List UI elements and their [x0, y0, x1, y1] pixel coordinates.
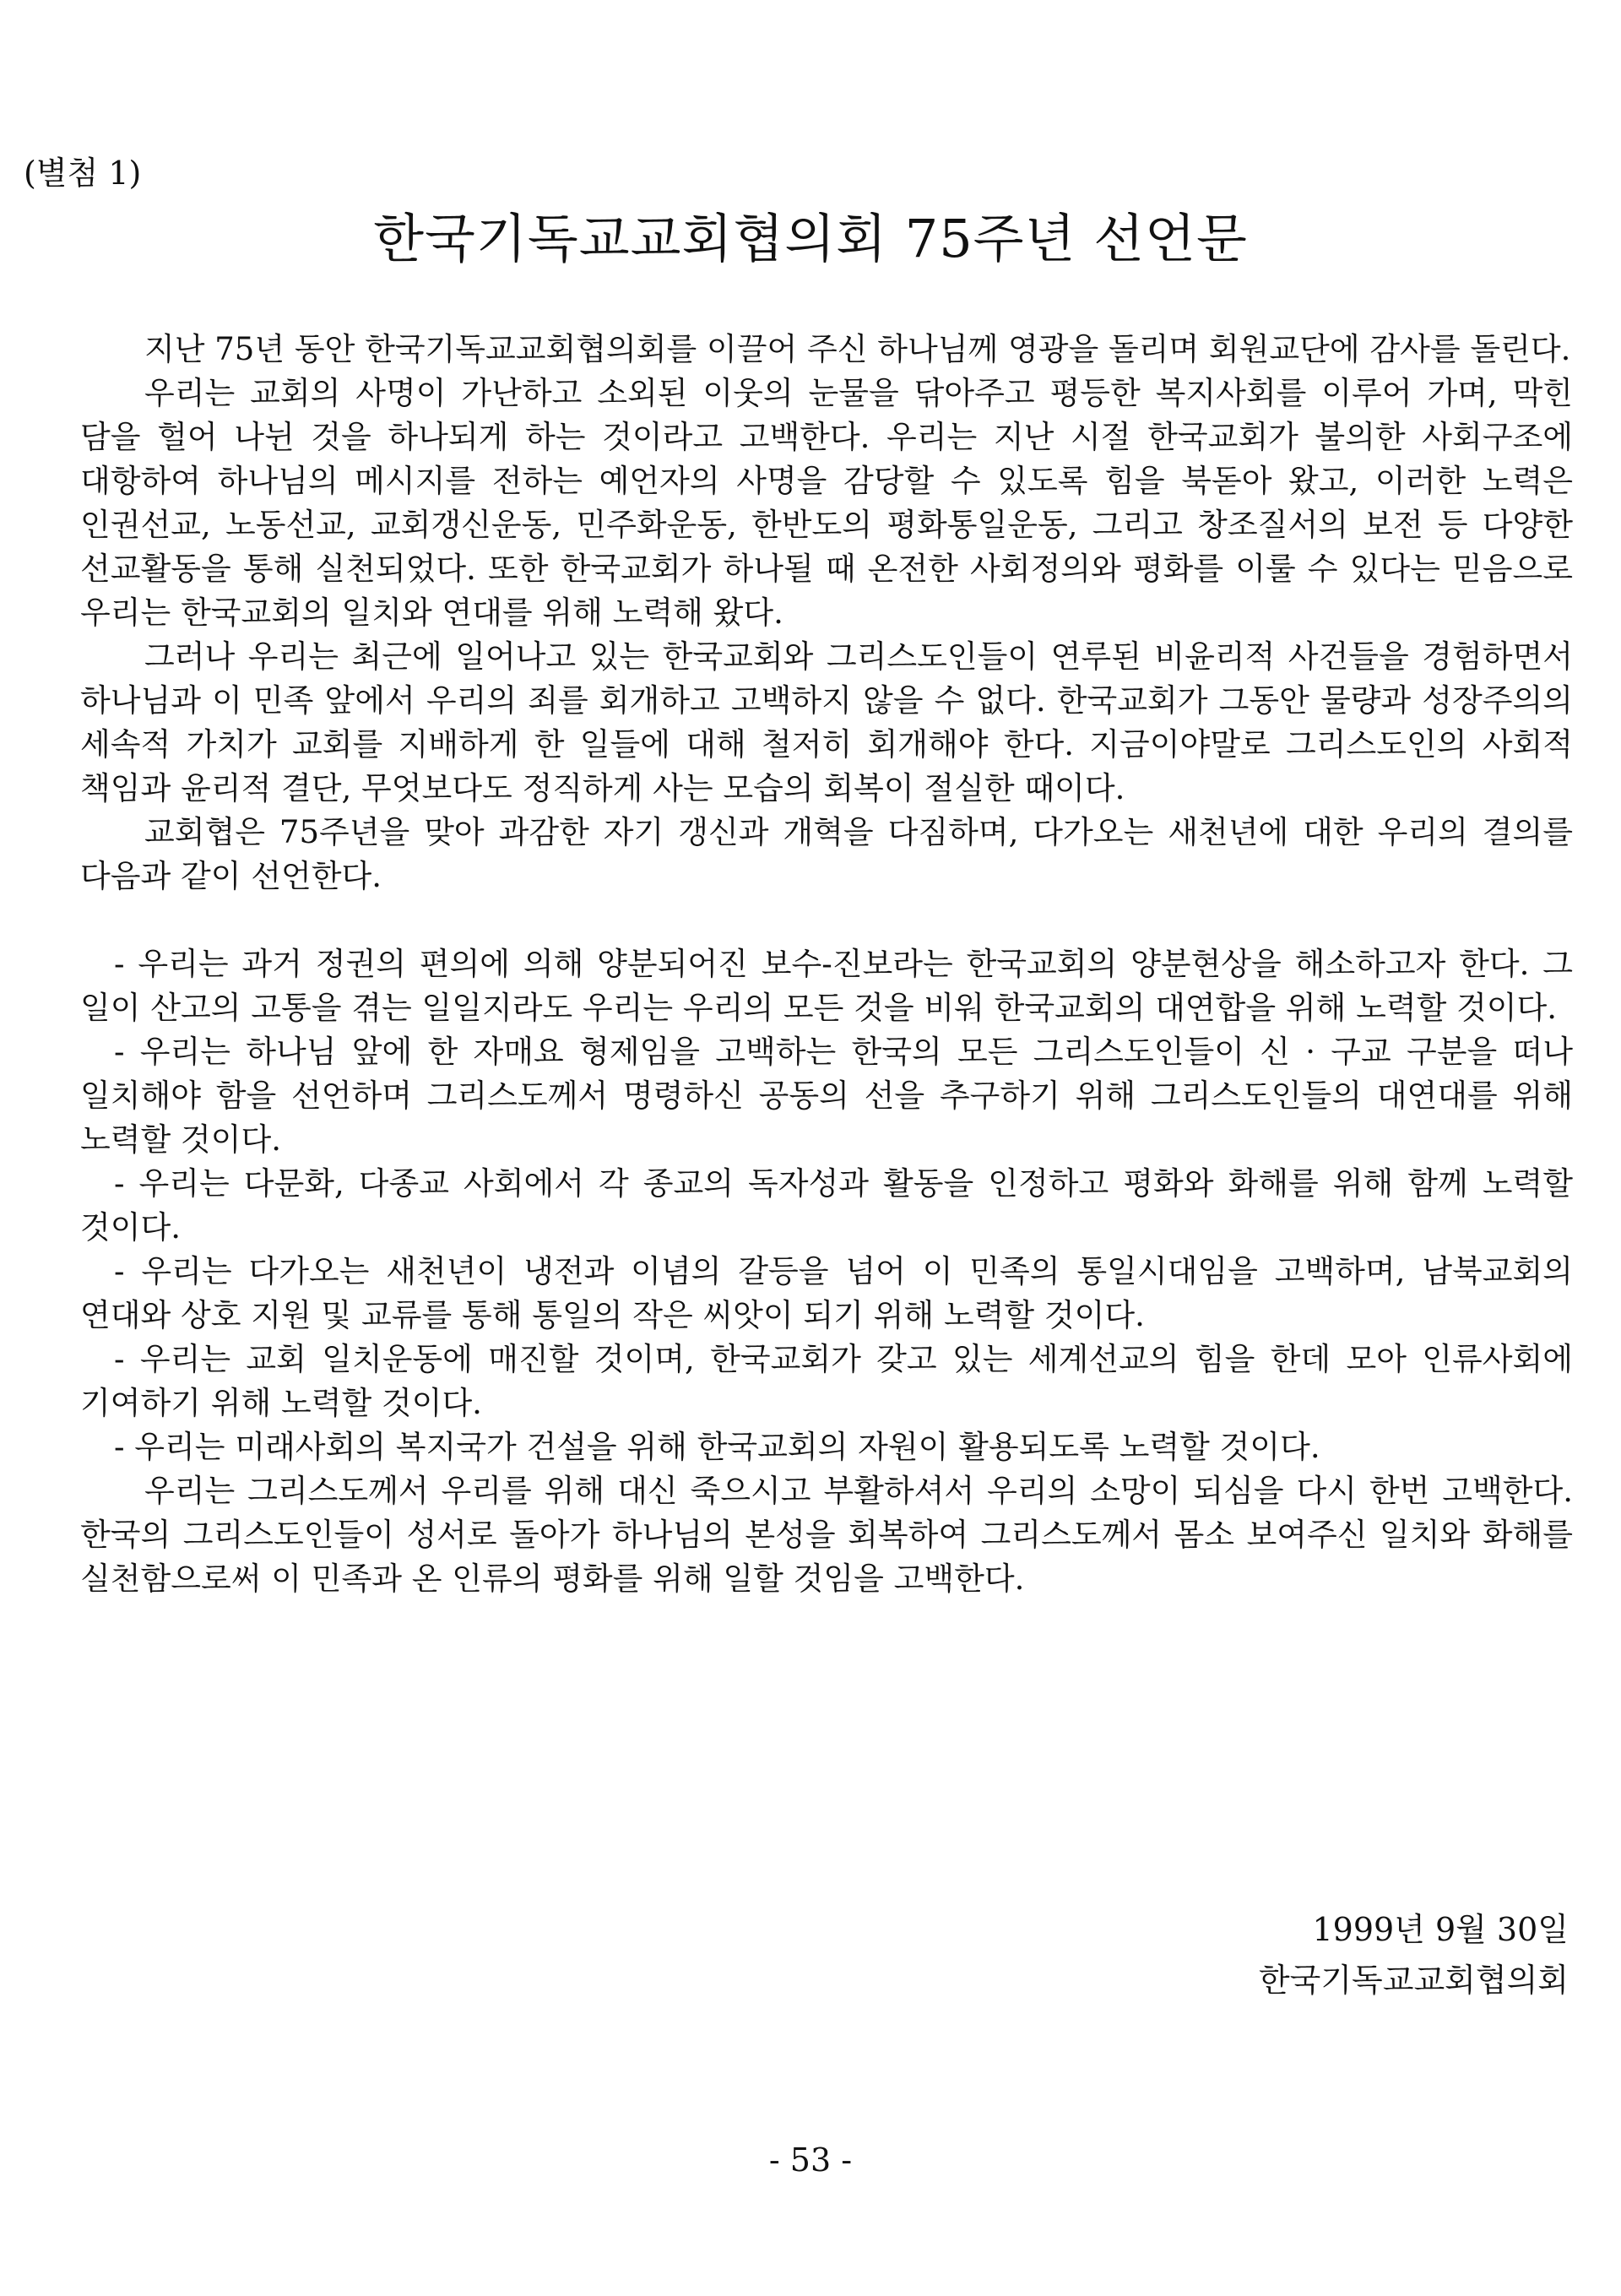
intro-paragraph: 지난 75년 동안 한국기독교교회협의회를 이끌어 주신 하나님께 영광을 돌리며 회원교단에 감사를 돌린다.: [144, 331, 1571, 367]
closing-paragraph: 우리는 그리스도께서 우리를 위해 대신 죽으시고 부활하셔서 우리의 소망이 되심을 다시 한번 고백한다. 한국의 그리스도인들이 성서로 돌아가 하나님의 본성을 회복하여 그리스도께서 몸소 보여주신 일치와 화해를 실천함으로써 이 민족과 온 인류의 평화를 위해 일할 것임을 고백한다.: [80, 1473, 1573, 1597]
page-number: - 53 -: [768, 2141, 853, 2179]
declaration-item-christian-solidarity: - 우리는 하나님 앞에 한 자매요 형제임을 고백하는 한국의 모든 그리스도인들이 신 · 구교 구분을 떠나 일치해야 함을 선언하며 그리스도께서 명령하신 공동의 선을 추구하기 위해 그리스도인들의 대연대를 위해 노력할 것이다.: [80, 1034, 1574, 1158]
signature-block: [1259, 1904, 1569, 2006]
declaration-item-reunification: - 우리는 다가오는 새천년이 냉전과 이념의 갈등을 넘어 이 민족의 통일시대임을 고백하며, 남북교회의 연대와 상호 지원 및 교류를 통해 통일의 작은 씨앗이 되기 위해 노력할 것이다.: [80, 1253, 1573, 1333]
mission-paragraph: 우리는 교회의 사명이 가난하고 소외된 이웃의 눈물을 닦아주고 평등한 복지사회를 이루어 가며, 막힌 담을 헐어 나뉜 것을 하나되게 하는 것이라고 고백한다. 우리는 지난 시절 한국교회가 불의한 사회구조에 대항하여 하나님의 메시지를 전하는 예언자의 사명을 감당할 수 있도록 힘을 북돋아 왔고, 이러한 노력은 인권선교, 노동선교, 교회갱신운동, 민주화운동, 한반도의 평화통일운동, 그리고 창조질서의 보전 등 다양한 선교활동을 통해 실천되었다. 또한 한국교회가 하나될 때 온전한 사회정의와 평화를 이룰 수 있다는 믿음으로 우리는 한국교회의 일치와 연대를 위해 노력해 왔다.: [80, 375, 1573, 631]
section-spacer: [80, 898, 1573, 942]
repentance-paragraph: 그러나 우리는 최근에 일어나고 있는 한국교회와 그리스도인들이 연루된 비윤리적 사건들을 경험하면서 하나님과 이 민족 앞에서 우리의 죄를 회개하고 고백하지 않을 수 없다. 한국교회가 그동안 물량과 성장주의의 세속적 가치가 교회를 지배하게 한 일들에 대해 철저히 회개해야 한다. 지금이야말로 그리스도인의 사회적 책임과 윤리적 결단, 무엇보다도 정직하게 사는 모습의 회복이 절실한 때이다.: [80, 638, 1573, 806]
declaration-item-interfaith-peace: - 우리는 다문화, 다종교 사회에서 각 종교의 독자성과 활동을 인정하고 평화와 화해를 위해 함께 노력할 것이다.: [80, 1165, 1573, 1246]
attachment-label: (별첨 1): [24, 155, 142, 192]
declaration-date: 1999년 9월 30일: [1312, 1911, 1569, 1948]
declaration-item-ecumenical-movement: - 우리는 교회 일치운동에 매진할 것이며, 한국교회가 갖고 있는 세계선교의 힘을 한데 모아 인류사회에 기여하기 위해 노력할 것이다.: [80, 1341, 1573, 1421]
issuing-organization: 한국기독교교회협의회: [1258, 1962, 1569, 1999]
declaration-item-welfare-state: - 우리는 미래사회의 복지국가 건설을 위해 한국교회의 자원이 활용되도록 노력할 것이다.: [114, 1429, 1320, 1465]
declaration-item-unity-of-korean-church: - 우리는 과거 정권의 편의에 의해 양분되어진 보수-진보라는 한국교회의 양분현상을 해소하고자 한다. 그 일이 산고의 고통을 겪는 일일지라도 우리는 우리의 모든 것을 비워 한국교회의 대연합을 위해 노력할 것이다.: [80, 946, 1573, 1026]
declaration-body: [80, 328, 1573, 1601]
document-title: 한국기독교교회협의회 75주년 선언문: [373, 208, 1248, 269]
resolution-paragraph: 교회협은 75주년을 맞아 과감한 자기 갱신과 개혁을 다짐하며, 다가오는 새천년에 대한 우리의 결의를 다음과 같이 선언한다.: [80, 814, 1573, 894]
